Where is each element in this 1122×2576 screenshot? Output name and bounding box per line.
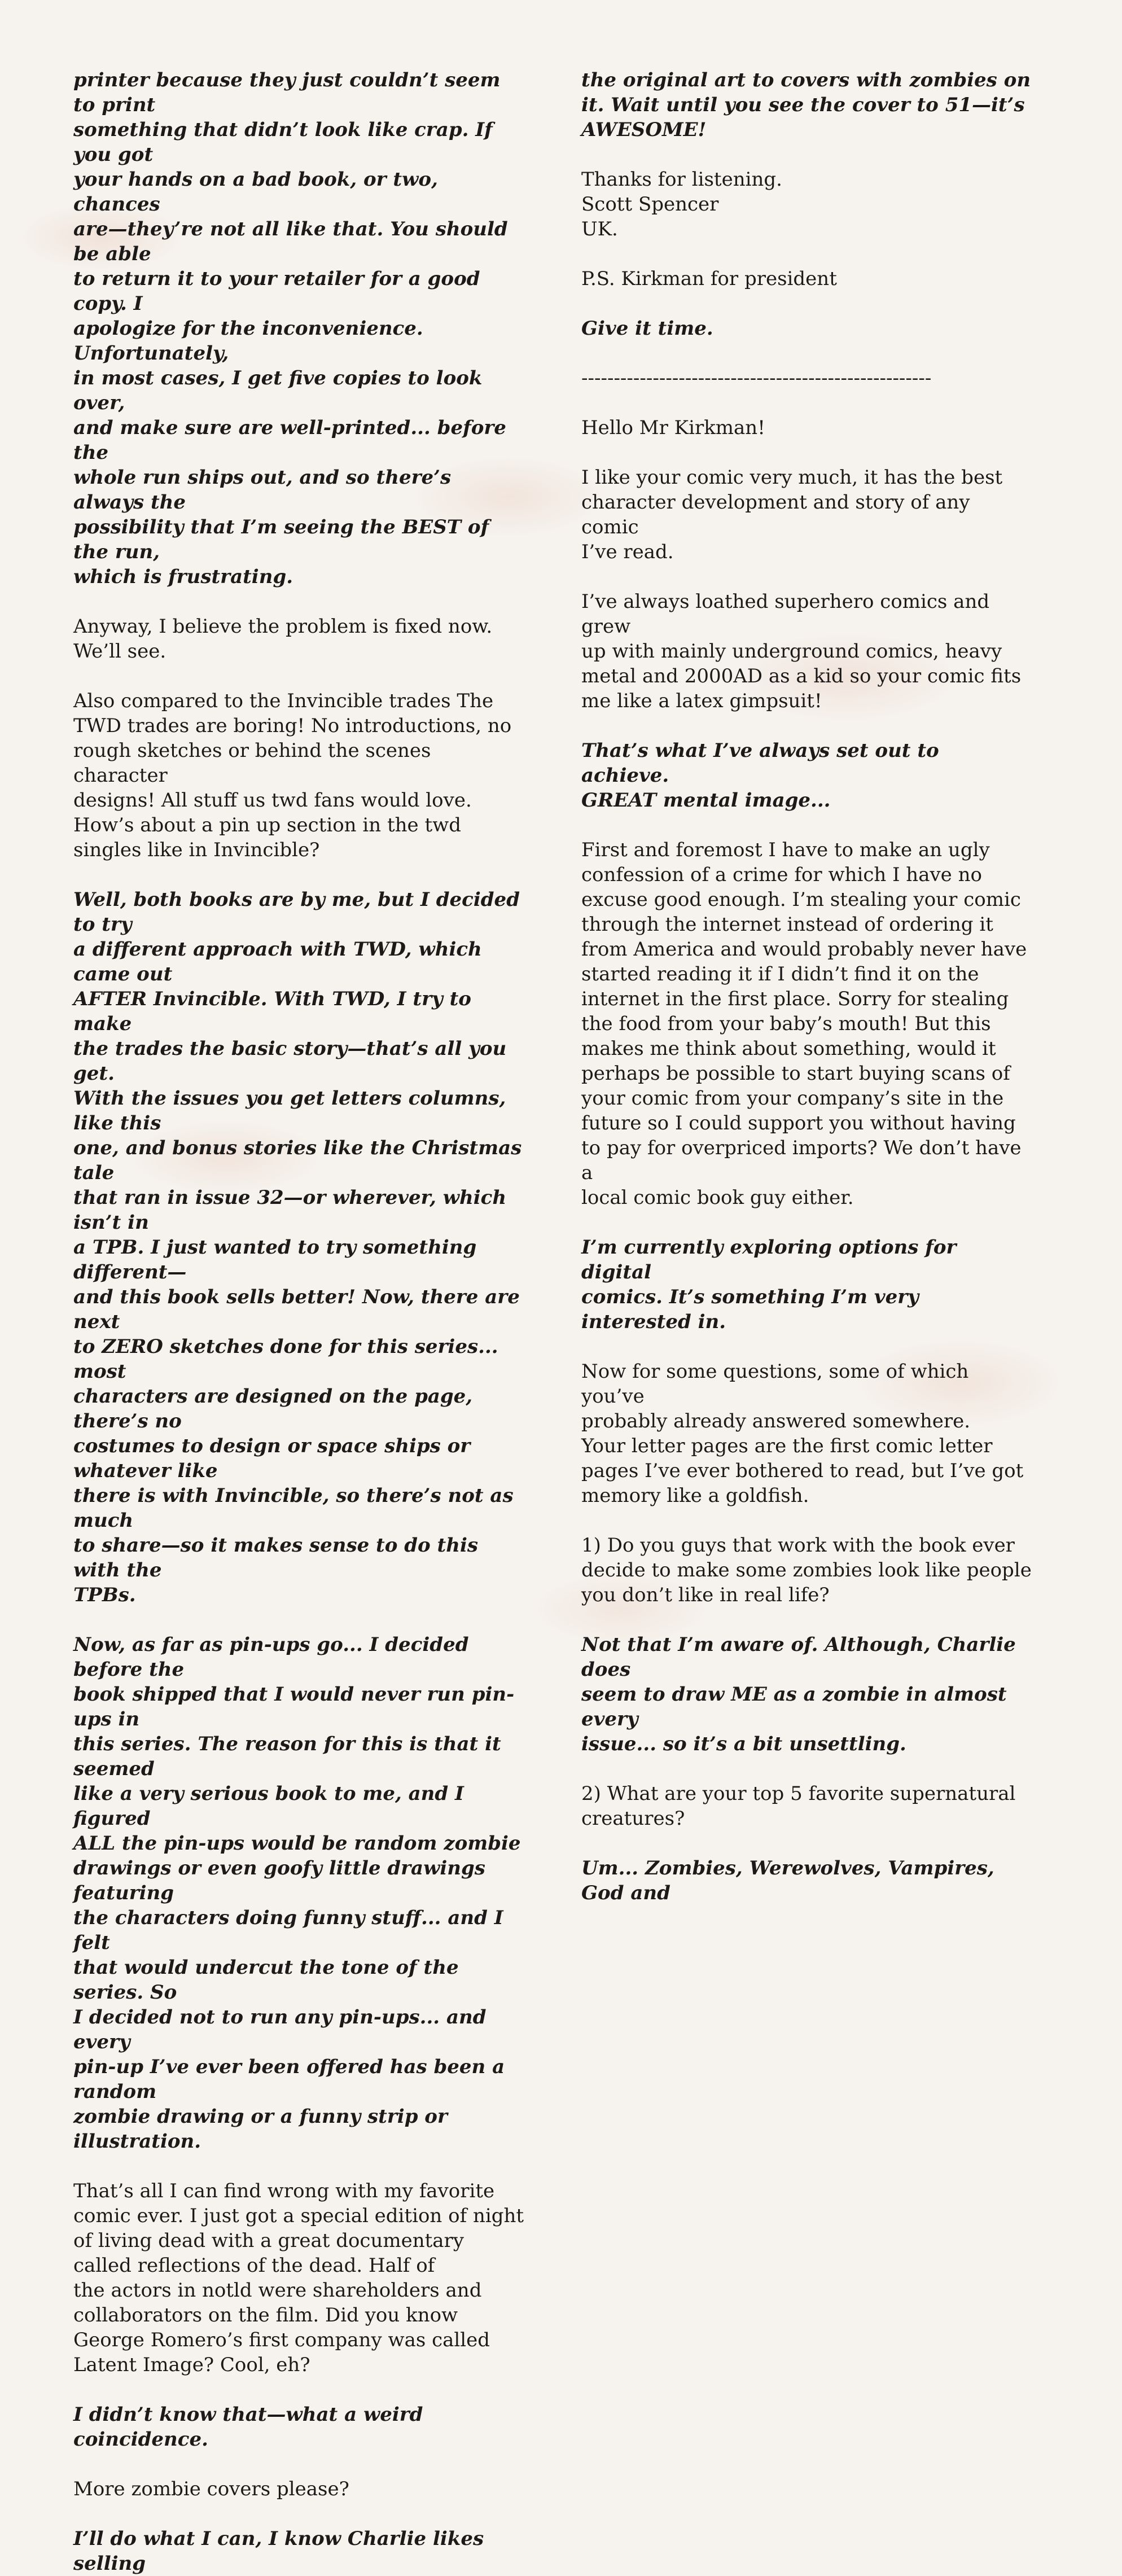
letter-paragraph: Anyway, I believe the problem is fixed now. We’ll see.: [73, 615, 493, 663]
reply-paragraph: I’ll do what I can, I know Charlie likes selling: [73, 2527, 484, 2575]
reply-paragraph: Now, as far as pin-ups go... I decided before the book shipped that I would never run pin-ups in this series. The reason for this is that it seemed like a very serious book to me, and I figured ALL the pin-ups would be random zombie drawings or even goofy little drawings featuring the characters doing funny stuff... and I felt that would undercut the tone of the series. So I decided not to run any pin-ups... and every pin-up I’ve ever been offered has been a random zombie drawing or a funny strip or illustration.: [73, 1633, 521, 2153]
letter-paragraph: I like your comic very much, it has the best character development and story of any comic I’ve read.: [581, 466, 1003, 563]
letter-paragraph: I’ve always loathed superhero comics and grew up with mainly underground comics, heavy metal and 2000AD as a kid so your comic fits me like a latex gimpsuit!: [581, 590, 1022, 712]
letter-paragraph: First and foremost I have to make an ugly confession of a crime for which I have no excuse good enough. I’m stealing your comic through the internet instead of ordering it from America and would probably never have started reading it if I didn’t find it on the internet in the first place. Sorry for stealing the food from your baby’s mouth! But this makes me think about something, would it perhaps be possible to start buying scans of your comic from your company’s site in the future so I could support you without having to pay for overpriced imports? We don’t have a local comic book guy either.: [581, 839, 1027, 1209]
reply-paragraph: Um... Zombies, Werewolves, Vampires, God and: [581, 1857, 994, 1904]
reply-paragraph: That’s what I’ve always set out to achieve. GREAT mental image...: [581, 739, 939, 812]
letter-paragraph: Now for some questions, some of which you’ve probably already answered somewhere. Your letter pages are the first comic letter pages I’ve ever bothered to read, but I’ve got memory like a goldfish.: [581, 1360, 1024, 1507]
letter-question: 2) What are your top 5 favorite supernatural creatures?: [581, 1782, 1016, 1830]
reply-paragraph: I’m currently exploring options for digital comics. It’s something I’m very interested in.: [581, 1236, 957, 1333]
reply-paragraph: Not that I’m aware of. Although, Charlie does seem to draw ME as a zombie in almost every issue... so it’s a bit unsettling.: [581, 1633, 1016, 1755]
letter-paragraph: Also compared to the Invincible trades The TWD trades are boring! No introductions, no rough sketches or behind the scenes character designs! All stuff us twd fans would love. How’s about a pin up section in the twd singles like in Invincible?: [73, 690, 512, 861]
signature-block: Thanks for listening. Scott Spencer UK.: [581, 168, 782, 240]
reply-paragraph: printer because they just couldn’t seem to print something that didn’t look like crap. If you got your hands on a bad book, or two, chances are—they’re not all like that. You should be able to return it to your retailer for a good copy. I apologize for the inconvenience. Unfortunately, in most cases, I get five copies to look over, and make sure are well-printed... before the whole run ships out, and so there’s always the possibility that I’m seeing the BEST of the run, which is frustrating.: [73, 69, 508, 588]
reply-paragraph: the original art to covers with zombies on it. Wait until you see the cover to 51—it’s AWESOME!: [581, 69, 1031, 141]
letter-paragraph: More zombie covers please?: [73, 2478, 349, 2500]
letter-greeting: Hello Mr Kirkman!: [581, 417, 765, 439]
reply-paragraph: Give it time.: [581, 317, 713, 340]
letter-divider: ------------------------------------------------------: [581, 367, 932, 389]
postscript: P.S. Kirkman for president: [581, 268, 837, 290]
letter-question: 1) Do you guys that work with the book ever decide to make some zombies look like people you don’t like in real life?: [581, 1534, 1032, 1606]
left-column: [73, 68, 525, 2576]
reply-paragraph: Well, both books are by me, but I decided to try a different approach with TWD, which came out AFTER Invincible. With TWD, I try to make the trades the basic story—that’s all you get. With the issues you get letters columns, like this one, and bonus stories like the Christmas tale that ran in issue 32—or wherever, which isn’t in a TPB. I just wanted to try something different— and this book sells better! Now, there are next to ZERO sketches done for this series... most characters are designed on the page, there’s no costumes to design or space ships or whatever like there is with Invincible, so there’s not as much to share—so it makes sense to do this with the TPBs.: [73, 888, 522, 1606]
letter-paragraph: That’s all I can find wrong with my favorite comic ever. I just got a special edition of night of living dead with a great documentary called reflections of the dead. Half of the actors in notld were shareholders and collaborators on the film. Did you know George Romero’s first company was called Latent Image? Cool, eh?: [73, 2180, 524, 2376]
right-column: [581, 68, 1033, 1905]
reply-paragraph: I didn’t know that—what a weird coincidence.: [73, 2403, 423, 2451]
